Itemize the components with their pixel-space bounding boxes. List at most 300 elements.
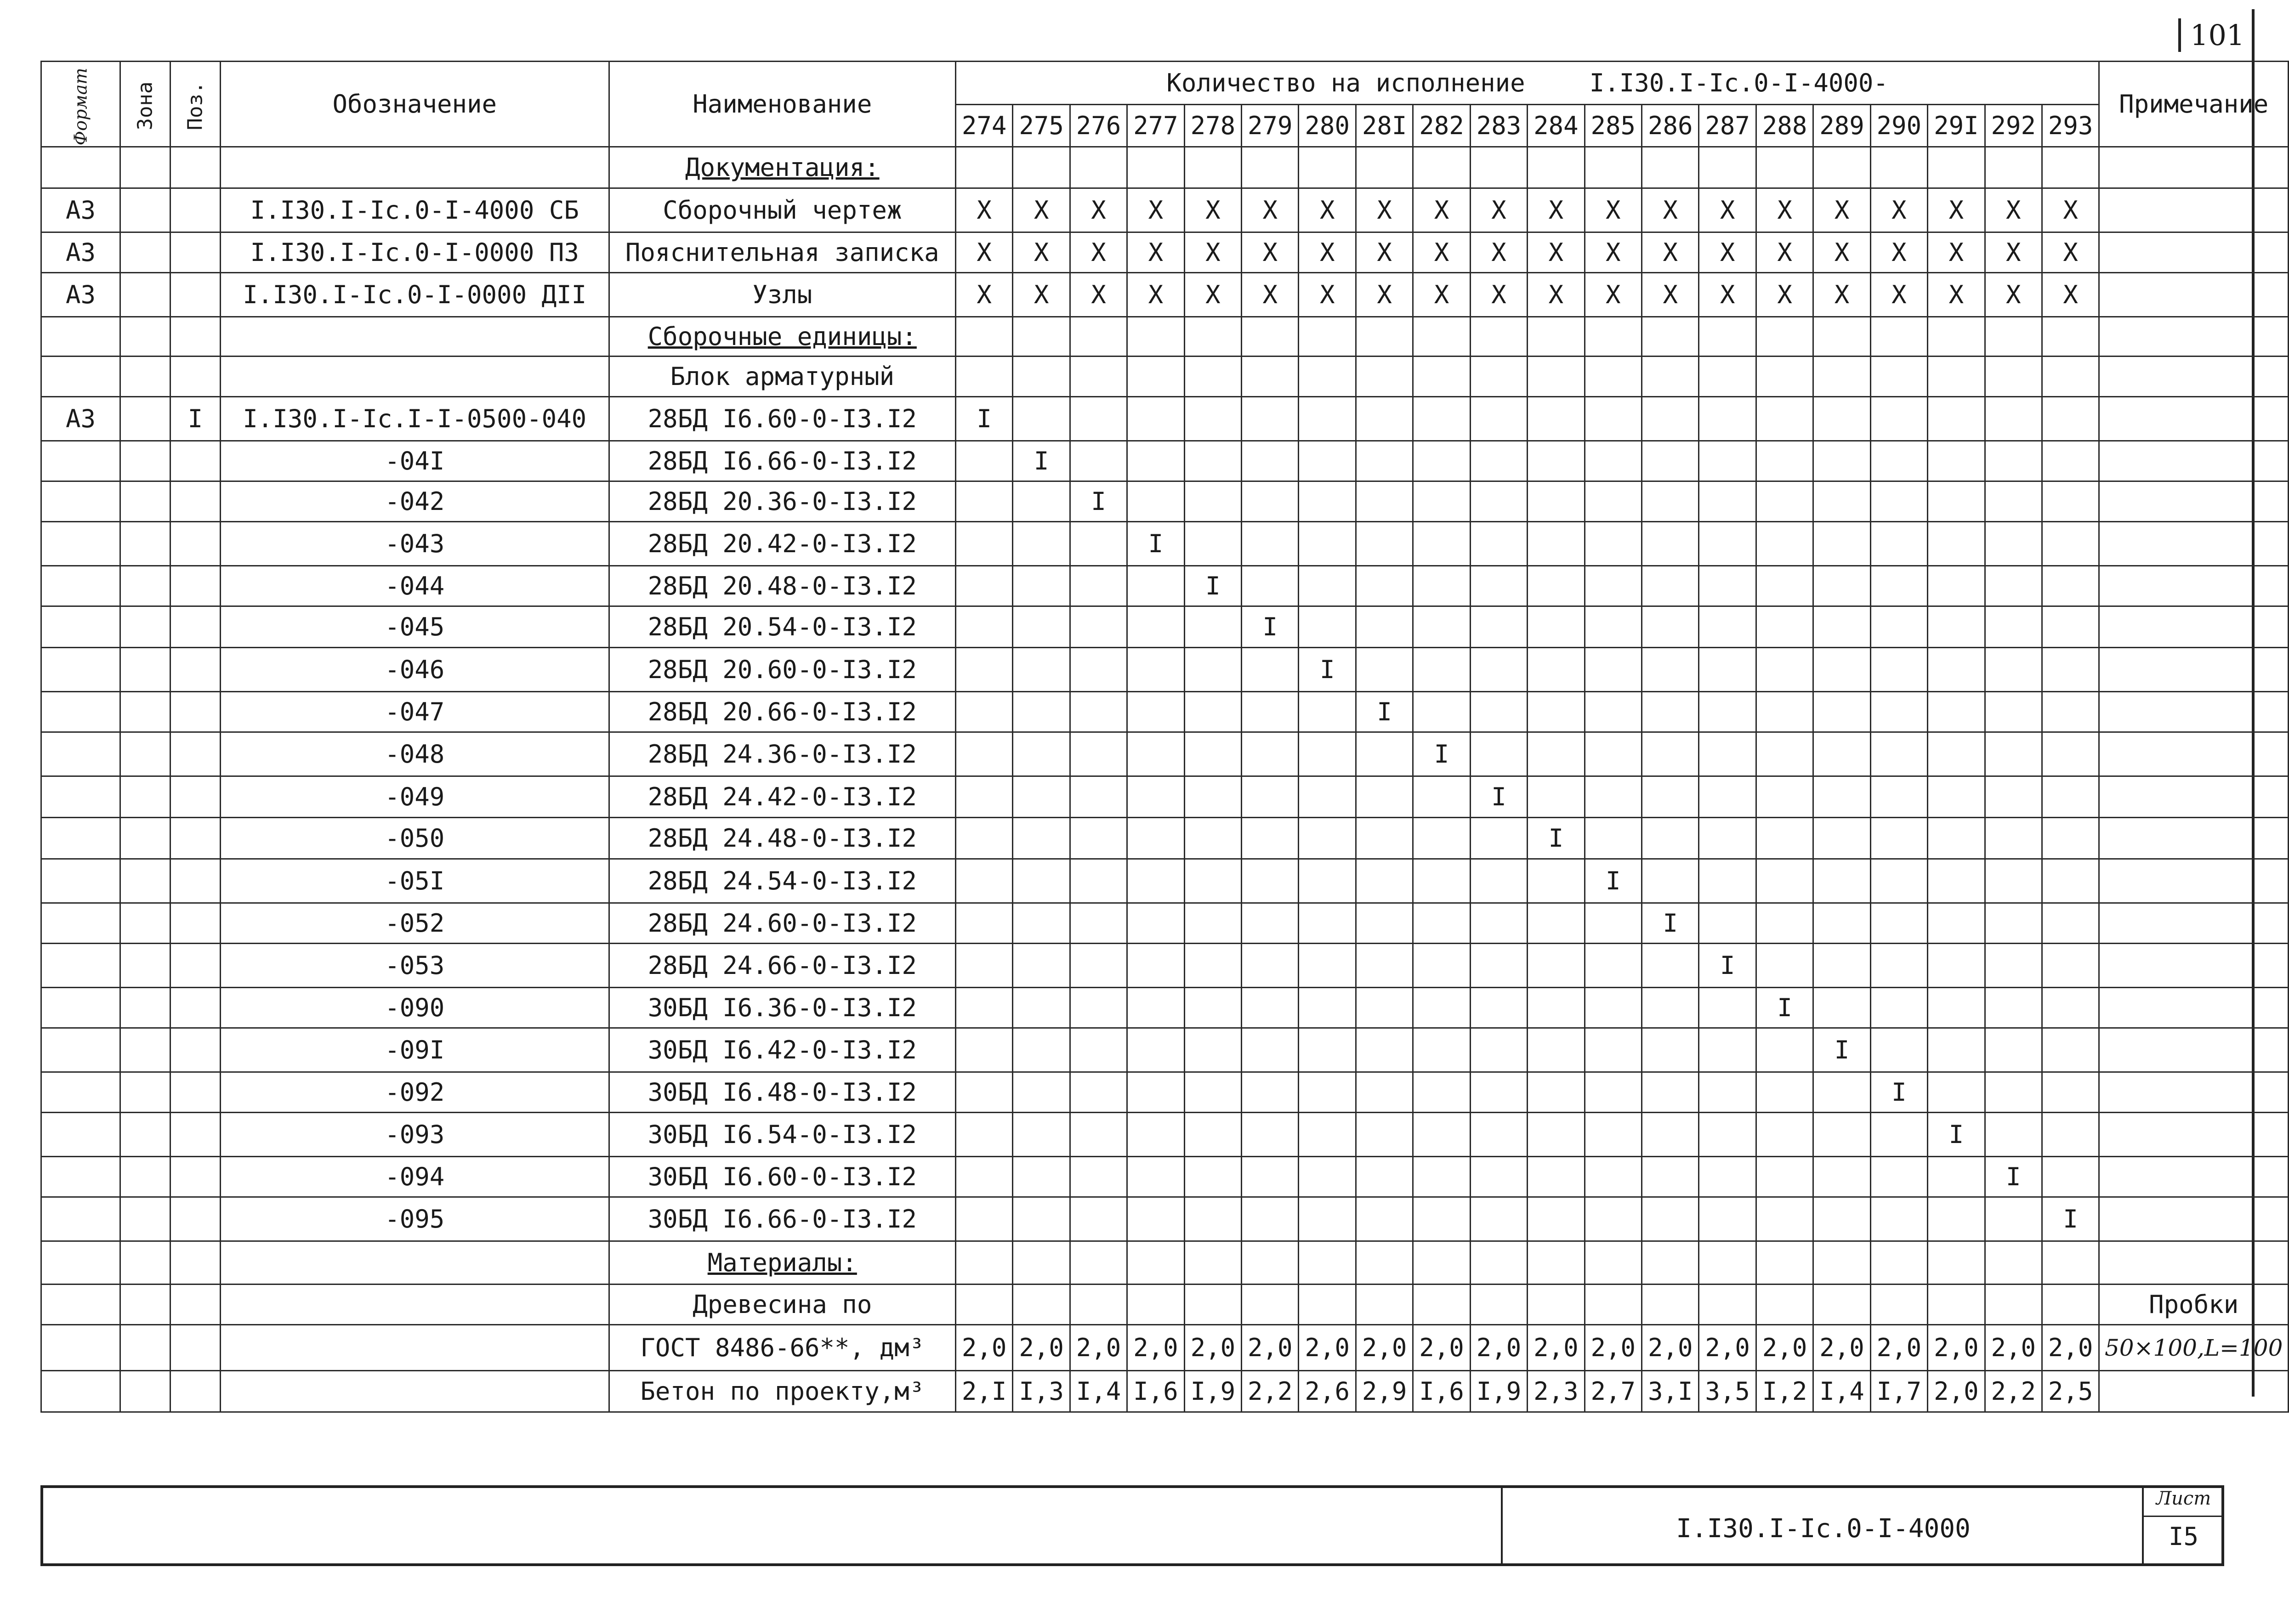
- quantity-cell: [1184, 732, 1241, 776]
- quantity-cell: [1813, 606, 1870, 648]
- zone-cell: [120, 818, 170, 859]
- designation-cell: -05I: [220, 859, 609, 903]
- zone-cell: [120, 147, 170, 188]
- quantity-cell: I: [1985, 1157, 2042, 1197]
- quantity-cell: [1470, 648, 1527, 692]
- quantity-cell: [1585, 1197, 1641, 1241]
- quantity-cell: [1699, 566, 1756, 606]
- quantity-cell: [1470, 356, 1527, 397]
- name-cell: Бетон по проекту,м³: [609, 1371, 955, 1412]
- header-quantity: [955, 62, 2099, 105]
- designation-cell: -053: [220, 944, 609, 988]
- quantity-cell: [955, 648, 1012, 692]
- quantity-cell: [2042, 859, 2099, 903]
- quantity-cell: [1928, 944, 1985, 988]
- quantity-cell: Х: [2042, 273, 2099, 317]
- quantity-cell: [1413, 648, 1470, 692]
- quantity-cell: [2042, 397, 2099, 441]
- quantity-cell: [1242, 481, 1299, 522]
- name-cell: Древесина по: [609, 1284, 955, 1325]
- quantity-cell: [1013, 988, 1070, 1028]
- quantity-cell: [1070, 522, 1127, 566]
- quantity-cell: 2,0: [1413, 1325, 1470, 1371]
- quantity-cell: [1184, 648, 1241, 692]
- quantity-cell: [1013, 481, 1070, 522]
- quantity-cell: [1756, 818, 1813, 859]
- table-row: [41, 1284, 2289, 1325]
- quantity-cell: [1585, 356, 1641, 397]
- quantity-cell: [1928, 1241, 1985, 1284]
- quantity-cell: [1470, 988, 1527, 1028]
- quantity-cell: [1699, 732, 1756, 776]
- format-cell: [41, 1157, 120, 1197]
- quantity-cell: I,9: [1184, 1371, 1241, 1412]
- table-row: [41, 1113, 2289, 1157]
- quantity-cell: [1013, 1028, 1070, 1072]
- quantity-cell: I: [1528, 818, 1585, 859]
- quantity-cell: I: [1870, 1072, 1927, 1113]
- quantity-cell: 2,0: [1070, 1325, 1127, 1371]
- quantity-cell: [1127, 988, 1184, 1028]
- quantity-cell: [1013, 147, 1070, 188]
- quantity-cell: [1242, 648, 1299, 692]
- quantity-cell: [1184, 1241, 1241, 1284]
- quantity-cell: [1870, 606, 1927, 648]
- quantity-cell: [955, 1241, 1012, 1284]
- quantity-cell: [955, 606, 1012, 648]
- quantity-cell: [1127, 732, 1184, 776]
- quantity-cell: [1699, 818, 1756, 859]
- zone-cell: [120, 903, 170, 944]
- quantity-cell: [1756, 1113, 1813, 1157]
- note-cell: [2099, 903, 2289, 944]
- quantity-cell: [1870, 988, 1927, 1028]
- pos-cell: [170, 441, 220, 481]
- quantity-cell: [1756, 903, 1813, 944]
- quantity-cell: [1413, 1284, 1470, 1325]
- quantity-cell: [1070, 606, 1127, 648]
- variant-header: 288: [1756, 105, 1813, 147]
- quantity-cell: [1870, 648, 1927, 692]
- quantity-cell: [1299, 481, 1356, 522]
- quantity-cell: Х: [1127, 273, 1184, 317]
- quantity-cell: [1470, 147, 1527, 188]
- quantity-cell: [1642, 522, 1699, 566]
- quantity-cell: [955, 356, 1012, 397]
- quantity-cell: [1756, 522, 1813, 566]
- quantity-cell: [1870, 692, 1927, 732]
- quantity-cell: [1184, 481, 1241, 522]
- quantity-cell: Х: [1470, 273, 1527, 317]
- quantity-cell: [1470, 606, 1527, 648]
- quantity-cell: [1870, 732, 1927, 776]
- quantity-cell: [1528, 732, 1585, 776]
- quantity-cell: [1985, 1197, 2042, 1241]
- pos-cell: [170, 1371, 220, 1412]
- quantity-cell: [1985, 147, 2042, 188]
- quantity-cell: [1184, 1284, 1241, 1325]
- designation-cell: -042: [220, 481, 609, 522]
- quantity-cell: [1356, 648, 1413, 692]
- quantity-cell: Х: [1985, 232, 2042, 273]
- quantity-cell: [1985, 988, 2042, 1028]
- quantity-cell: [2042, 1284, 2099, 1325]
- quantity-cell: [1699, 903, 1756, 944]
- quantity-cell: [1985, 317, 2042, 356]
- name-cell: 28БД 20.54-0-I3.I2: [609, 606, 955, 648]
- pos-cell: [170, 273, 220, 317]
- designation-cell: -090: [220, 988, 609, 1028]
- quantity-cell: 2,7: [1585, 1371, 1641, 1412]
- quantity-cell: Х: [2042, 188, 2099, 232]
- header-note: Примечание: [2099, 62, 2289, 147]
- quantity-cell: Х: [1528, 273, 1585, 317]
- quantity-cell: [955, 147, 1012, 188]
- quantity-cell: [1642, 648, 1699, 692]
- quantity-cell: [1184, 1113, 1241, 1157]
- pos-cell: [170, 1241, 220, 1284]
- zone-cell: [120, 648, 170, 692]
- note-cell: [2099, 232, 2289, 273]
- quantity-cell: I: [2042, 1197, 2099, 1241]
- quantity-cell: [1356, 356, 1413, 397]
- quantity-cell: [2042, 818, 2099, 859]
- quantity-cell: [1642, 818, 1699, 859]
- pos-cell: [170, 481, 220, 522]
- pos-cell: [170, 147, 220, 188]
- quantity-cell: 2,0: [1928, 1371, 1985, 1412]
- sheet-box: [2142, 1488, 2223, 1563]
- quantity-cell: [1813, 732, 1870, 776]
- name-cell: Сборочные единицы:: [609, 317, 955, 356]
- pos-cell: [170, 566, 220, 606]
- name-cell: 28БД 24.66-0-I3.I2: [609, 944, 955, 988]
- quantity-cell: [1928, 776, 1985, 818]
- quantity-cell: [1070, 1284, 1127, 1325]
- quantity-cell: [1756, 147, 1813, 188]
- quantity-cell: [1699, 1113, 1756, 1157]
- quantity-cell: [1184, 692, 1241, 732]
- quantity-cell: [1928, 903, 1985, 944]
- variant-header: 282: [1413, 105, 1470, 147]
- designation-cell: -050: [220, 818, 609, 859]
- quantity-cell: [1585, 776, 1641, 818]
- quantity-cell: Х: [1585, 273, 1641, 317]
- quantity-cell: [1642, 356, 1699, 397]
- quantity-cell: 2,0: [1299, 1325, 1356, 1371]
- note-cell: [2099, 317, 2289, 356]
- quantity-cell: [1813, 988, 1870, 1028]
- quantity-cell: [955, 317, 1012, 356]
- designation-cell: [220, 1241, 609, 1284]
- quantity-cell: Х: [1585, 188, 1641, 232]
- name-cell: Блок арматурный: [609, 356, 955, 397]
- zone-cell: [120, 692, 170, 732]
- quantity-cell: [1184, 1157, 1241, 1197]
- quantity-cell: Х: [955, 232, 1012, 273]
- quantity-cell: [1756, 1284, 1813, 1325]
- quantity-cell: [2042, 648, 2099, 692]
- quantity-cell: Х: [1413, 273, 1470, 317]
- zone-cell: [120, 732, 170, 776]
- quantity-cell: [1356, 732, 1413, 776]
- quantity-cell: [1528, 1284, 1585, 1325]
- quantity-cell: I: [1356, 692, 1413, 732]
- quantity-cell: [1184, 818, 1241, 859]
- quantity-cell: Х: [1070, 273, 1127, 317]
- quantity-cell: [1870, 147, 1927, 188]
- designation-cell: -047: [220, 692, 609, 732]
- note-cell: [2099, 481, 2289, 522]
- quantity-cell: [1242, 1113, 1299, 1157]
- quantity-cell: [1242, 1072, 1299, 1113]
- quantity-cell: [1127, 1197, 1184, 1241]
- pos-cell: [170, 988, 220, 1028]
- zone-cell: [120, 1284, 170, 1325]
- quantity-cell: [1356, 317, 1413, 356]
- quantity-cell: [1013, 1157, 1070, 1197]
- quantity-cell: Х: [1699, 273, 1756, 317]
- quantity-cell: [1356, 776, 1413, 818]
- quantity-cell: [1756, 1028, 1813, 1072]
- quantity-cell: [1870, 566, 1927, 606]
- quantity-cell: [1699, 1284, 1756, 1325]
- note-cell: [2099, 441, 2289, 481]
- format-cell: [41, 776, 120, 818]
- table-row: [41, 692, 2289, 732]
- quantity-cell: [1642, 606, 1699, 648]
- quantity-cell: [1127, 356, 1184, 397]
- format-cell: [41, 1241, 120, 1284]
- quantity-cell: [955, 1157, 1012, 1197]
- quantity-cell: [2042, 988, 2099, 1028]
- name-cell: 28БД 20.42-0-I3.I2: [609, 522, 955, 566]
- note-cell: [2099, 776, 2289, 818]
- header-name: Наименование: [609, 62, 955, 147]
- quantity-cell: [1528, 776, 1585, 818]
- quantity-cell: [1928, 566, 1985, 606]
- quantity-cell: [1985, 732, 2042, 776]
- designation-cell: [220, 317, 609, 356]
- quantity-cell: [1928, 988, 1985, 1028]
- quantity-cell: [1242, 776, 1299, 818]
- quantity-cell: [2042, 481, 2099, 522]
- table-row: [41, 944, 2289, 988]
- quantity-cell: [1013, 692, 1070, 732]
- zone-cell: [120, 397, 170, 441]
- quantity-cell: [1470, 522, 1527, 566]
- quantity-cell: I: [1070, 481, 1127, 522]
- quantity-cell: [1528, 441, 1585, 481]
- variant-header: 290: [1870, 105, 1927, 147]
- zone-cell: [120, 273, 170, 317]
- quantity-cell: [1928, 441, 1985, 481]
- quantity-cell: [1928, 732, 1985, 776]
- quantity-cell: [1699, 1197, 1756, 1241]
- quantity-cell: [1985, 441, 2042, 481]
- variant-header: 287: [1699, 105, 1756, 147]
- quantity-cell: [1013, 317, 1070, 356]
- quantity-cell: [1642, 566, 1699, 606]
- quantity-cell: [1756, 648, 1813, 692]
- quantity-cell: [1470, 1157, 1527, 1197]
- quantity-cell: [1013, 1113, 1070, 1157]
- quantity-cell: [1299, 397, 1356, 441]
- quantity-cell: [1813, 776, 1870, 818]
- quantity-cell: Х: [1528, 232, 1585, 273]
- quantity-cell: [1756, 1197, 1813, 1241]
- quantity-cell: [1756, 441, 1813, 481]
- quantity-cell: Х: [1585, 232, 1641, 273]
- quantity-cell: [1299, 441, 1356, 481]
- variant-header: 293: [2042, 105, 2099, 147]
- quantity-cell: [1756, 859, 1813, 903]
- pos-cell: [170, 1072, 220, 1113]
- quantity-cell: [1470, 397, 1527, 441]
- quantity-cell: [1985, 692, 2042, 732]
- quantity-cell: [1013, 732, 1070, 776]
- quantity-cell: Х: [1356, 188, 1413, 232]
- quantity-cell: [1985, 481, 2042, 522]
- quantity-cell: [955, 522, 1012, 566]
- quantity-cell: I: [1127, 522, 1184, 566]
- table-row: [41, 1072, 2289, 1113]
- variant-header: 277: [1127, 105, 1184, 147]
- quantity-cell: [1528, 903, 1585, 944]
- quantity-cell: [1013, 859, 1070, 903]
- quantity-cell: [955, 818, 1012, 859]
- name-cell: 28БД I6.66-0-I3.I2: [609, 441, 955, 481]
- note-cell: [2099, 732, 2289, 776]
- quantity-cell: [1470, 818, 1527, 859]
- quantity-cell: Х: [1813, 273, 1870, 317]
- quantity-cell: I: [1813, 1028, 1870, 1072]
- pos-cell: [170, 232, 220, 273]
- sheet-number: I5: [2168, 1522, 2199, 1551]
- quantity-cell: Х: [1070, 232, 1127, 273]
- title-block-code-box: [1501, 1488, 2144, 1563]
- quantity-cell: [1642, 317, 1699, 356]
- quantity-cell: [1299, 566, 1356, 606]
- quantity-cell: [1242, 903, 1299, 944]
- quantity-cell: [1699, 648, 1756, 692]
- quantity-cell: [955, 903, 1012, 944]
- table-row: [41, 232, 2289, 273]
- quantity-cell: [1528, 1157, 1585, 1197]
- zone-cell: [120, 441, 170, 481]
- quantity-cell: [1585, 944, 1641, 988]
- quantity-cell: [1585, 441, 1641, 481]
- quantity-cell: Х: [1127, 232, 1184, 273]
- format-cell: [41, 1325, 120, 1371]
- quantity-cell: [1870, 903, 1927, 944]
- format-cell: [41, 522, 120, 566]
- table-row: [41, 356, 2289, 397]
- table-row: [41, 522, 2289, 566]
- quantity-cell: [1356, 818, 1413, 859]
- table-row: [41, 859, 2289, 903]
- quantity-cell: [1585, 903, 1641, 944]
- quantity-cell: I,4: [1070, 1371, 1127, 1412]
- quantity-cell: [1585, 317, 1641, 356]
- quantity-cell: Х: [1184, 232, 1241, 273]
- zone-cell: [120, 1113, 170, 1157]
- quantity-cell: [1184, 317, 1241, 356]
- table-row: [41, 732, 2289, 776]
- table-row: [41, 903, 2289, 944]
- zone-cell: [120, 232, 170, 273]
- quantity-cell: [1242, 1284, 1299, 1325]
- quantity-cell: [1356, 522, 1413, 566]
- quantity-cell: [1870, 1241, 1927, 1284]
- designation-cell: [220, 1371, 609, 1412]
- format-cell: [41, 648, 120, 692]
- quantity-cell: [1642, 147, 1699, 188]
- quantity-cell: [1813, 481, 1870, 522]
- quantity-cell: [1870, 481, 1927, 522]
- quantity-cell: [1299, 1197, 1356, 1241]
- quantity-cell: [1413, 441, 1470, 481]
- quantity-cell: 2,0: [2042, 1325, 2099, 1371]
- table-row: [41, 1157, 2289, 1197]
- note-cell: Пробки: [2099, 1284, 2289, 1325]
- format-cell: А3: [41, 397, 120, 441]
- quantity-cell: [1585, 648, 1641, 692]
- quantity-cell: [1928, 1072, 1985, 1113]
- quantity-cell: [1413, 1197, 1470, 1241]
- quantity-cell: [1356, 1284, 1413, 1325]
- note-cell: [2099, 1241, 2289, 1284]
- quantity-cell: [1470, 1028, 1527, 1072]
- quantity-cell: [1470, 732, 1527, 776]
- quantity-cell: [1299, 1284, 1356, 1325]
- note-cell: [2099, 1028, 2289, 1072]
- format-cell: [41, 903, 120, 944]
- pos-cell: [170, 818, 220, 859]
- quantity-cell: [1642, 1113, 1699, 1157]
- quantity-cell: [1470, 692, 1527, 732]
- quantity-cell: [1528, 1241, 1585, 1284]
- format-cell: [41, 732, 120, 776]
- designation-cell: -094: [220, 1157, 609, 1197]
- note-cell: [2099, 566, 2289, 606]
- quantity-cell: [1870, 522, 1927, 566]
- quantity-cell: [1813, 317, 1870, 356]
- quantity-cell: [1184, 859, 1241, 903]
- quantity-cell: 2,0: [1756, 1325, 1813, 1371]
- quantity-cell: Х: [1242, 273, 1299, 317]
- name-cell: 28БД 20.60-0-I3.I2: [609, 648, 955, 692]
- name-cell: Пояснительная записка: [609, 232, 955, 273]
- quantity-cell: [1070, 859, 1127, 903]
- quantity-cell: [1585, 1028, 1641, 1072]
- zone-cell: [120, 944, 170, 988]
- quantity-cell: [1013, 1284, 1070, 1325]
- quantity-cell: [1356, 859, 1413, 903]
- quantity-cell: [955, 732, 1012, 776]
- quantity-cell: [1413, 147, 1470, 188]
- quantity-cell: [1413, 566, 1470, 606]
- quantity-cell: [1528, 944, 1585, 988]
- designation-cell: [220, 147, 609, 188]
- quantity-cell: [1070, 818, 1127, 859]
- quantity-cell: [1299, 776, 1356, 818]
- table-row: [41, 776, 2289, 818]
- name-cell: 30БД I6.42-0-I3.I2: [609, 1028, 955, 1072]
- quantity-cell: 2,0: [1242, 1325, 1299, 1371]
- quantity-cell: [1642, 441, 1699, 481]
- quantity-cell: [1699, 147, 1756, 188]
